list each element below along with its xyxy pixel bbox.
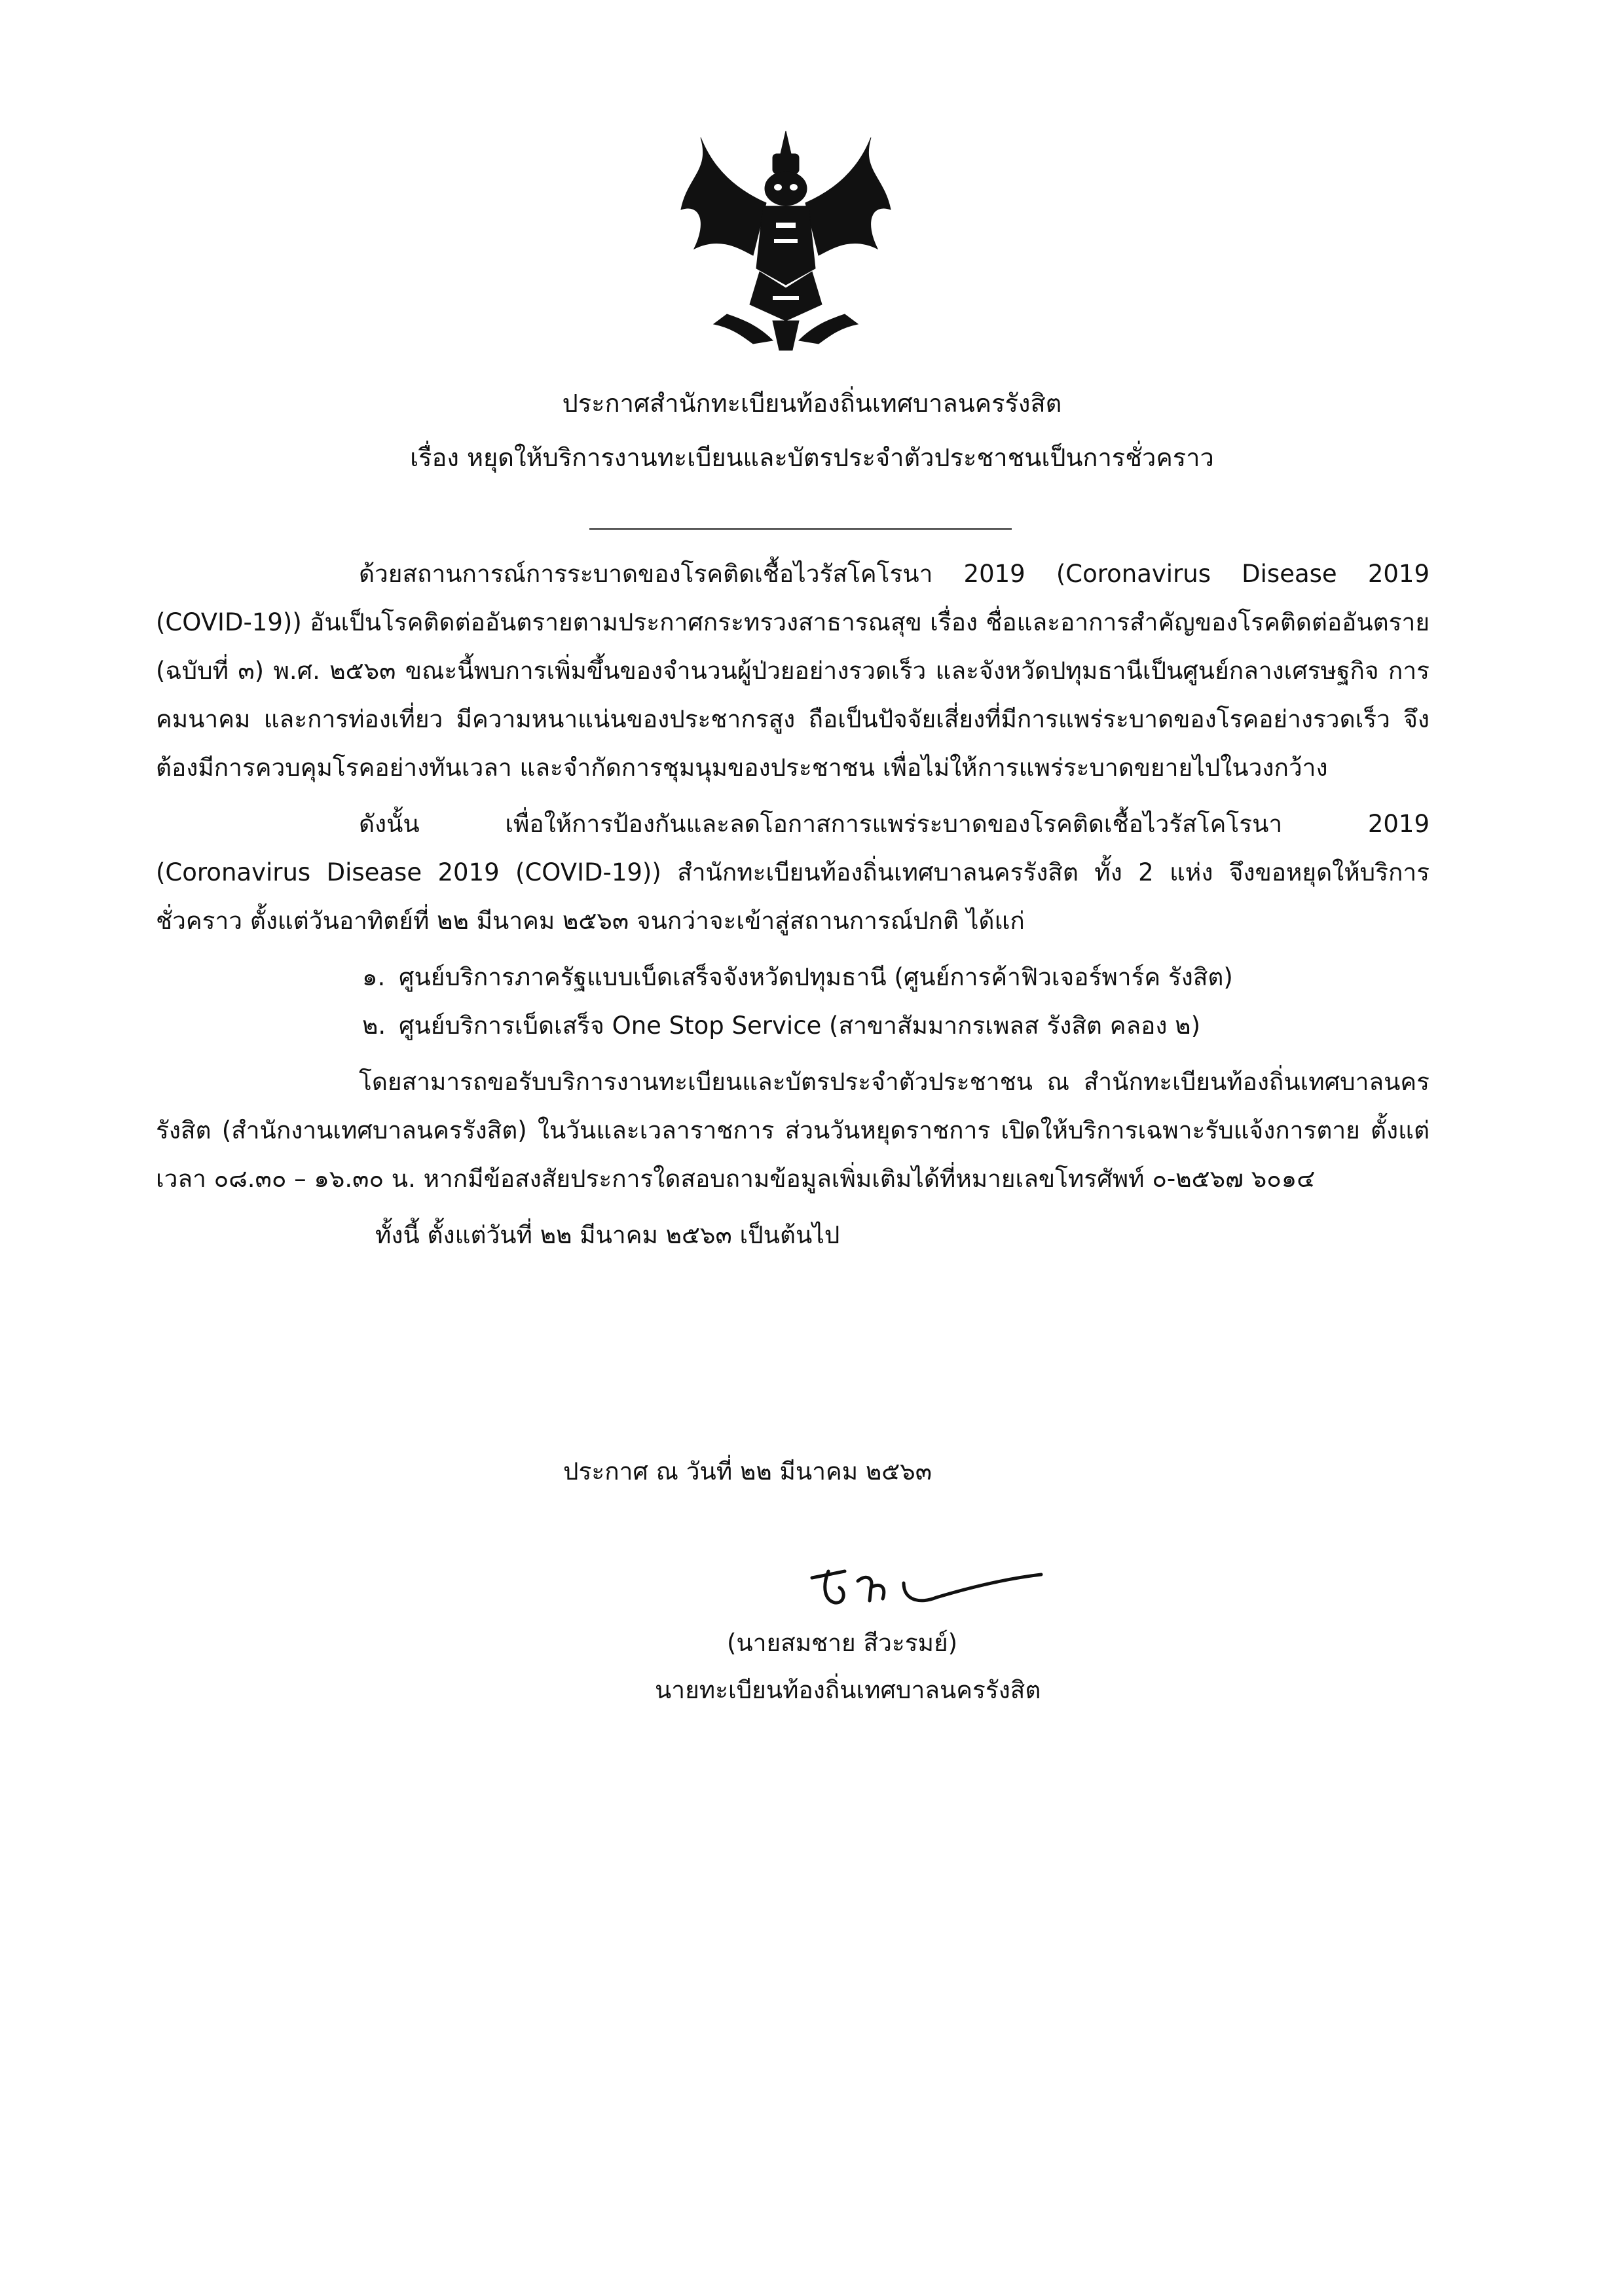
list-item-number: ๑. — [362, 963, 386, 991]
body-paragraph-2: ดังนั้น เพื่อให้การป้องกันและลดโอกาสการแพร่ระบาดของโรคติดเชื้อไวรัสโคโรนา 2019 (Coronavirus Disease 2019 (COVID-19)) สำนักทะเบียนท้องถิ่นเทศบาลนครรังสิต ทั้ง 2 แห่ง จึงขอหยุดให้บริการชั่วคราว ตั้งแต่วันอาทิตย์ที่ ๒๒ มีนาคม ๒๕๖๓ จนกว่าจะเข้าสู่สถานการณ์ปกติ ได้แก่ — [156, 810, 1430, 935]
signer-title: นายทะเบียนท้องถิ่นเทศบาลนครรังสิต — [655, 1676, 1041, 1704]
announcement-body — [156, 550, 1430, 1260]
announcement-subject: เรื่อง หยุดให้บริการงานทะเบียนและบัตรประจำตัวประชาชนเป็นการชั่วคราว — [410, 443, 1214, 472]
list-item-text: ศูนย์บริการภาครัฐแบบเบ็ดเสร็จจังหวัดปทุมธานี (ศูนย์การค้าฟิวเจอร์พาร์ค รังสิต) — [399, 963, 1233, 991]
body-paragraph-1: ด้วยสถานการณ์การระบาดของโรคติดเชื้อไวรัสโคโรนา 2019 (Coronavirus Disease 2019 (COVID-19)) อันเป็นโรคติดต่ออันตรายตามประกาศกระทรวงสาธารณสุข เรื่อง ชื่อและอาการสำคัญของโรคติดต่ออันตราย (ฉบับที่ ๓) พ.ศ. ๒๕๖๓ ขณะนี้พบการเพิ่มขึ้นของจำนวนผู้ป่วยอย่างรวดเร็ว และจังหวัดปทุมธานีเป็นศูนย์กลางเศรษฐกิจ การคมนาคม และการท่องเที่ยว มีความหนาแน่นของประชากรสูง ถือเป็นปัจจัยเสี่ยงที่มีการแพร่ระบาดของโรคอย่างรวดเร็ว จึงต้องมีการควบคุมโรคอย่างทันเวลา และจำกัดการชุมนุมของประชาชน เพื่อไม่ให้การแพร่ระบาดขยายไปในวงกว้าง — [156, 560, 1430, 782]
announcement-date: ประกาศ ณ วันที่ ๒๒ มีนาคม ๒๕๖๓ — [563, 1457, 932, 1485]
body-paragraph-3: โดยสามารถขอรับบริการงานทะเบียนและบัตรประจำตัวประชาชน ณ สำนักทะเบียนท้องถิ่นเทศบาลนครรังสิต (สำนักงานเทศบาลนครรังสิต) ในวันและเวลาราชการ ส่วนวันหยุดราชการ เปิดให้บริการเฉพาะรับแจ้งการตาย ตั้งแต่เวลา ๐๘.๓๐ – ๑๖.๓๐ น. หากมีข้อสงสัยประการใดสอบถามข้อมูลเพิ่มเติมได้ที่หมายเลขโทรศัพท์ ๐-๒๕๖๗ ๖๐๑๔ — [156, 1068, 1430, 1193]
title-divider — [589, 528, 1012, 530]
list-item — [156, 1002, 1430, 1050]
signer-name: (นายสมชาย สีวะรมย์) — [727, 1629, 958, 1657]
signature-icon — [805, 1552, 1048, 1617]
announcement-title: ประกาศสำนักทะเบียนท้องถิ่นเทศบาลนครรังสิต — [562, 389, 1062, 418]
list-item-number: ๒. — [362, 1011, 386, 1040]
list-item-text: ศูนย์บริการเบ็ดเสร็จ One Stop Service (สาขาสัมมากรเพลส รังสิต คลอง ๒) — [399, 1011, 1200, 1040]
effective-date-line: ทั้งนี้ ตั้งแต่วันที่ ๒๒ มีนาคม ๒๕๖๓ เป็นต้นไป — [375, 1221, 840, 1249]
list-item — [156, 953, 1430, 1002]
garuda-emblem-icon — [674, 124, 897, 360]
